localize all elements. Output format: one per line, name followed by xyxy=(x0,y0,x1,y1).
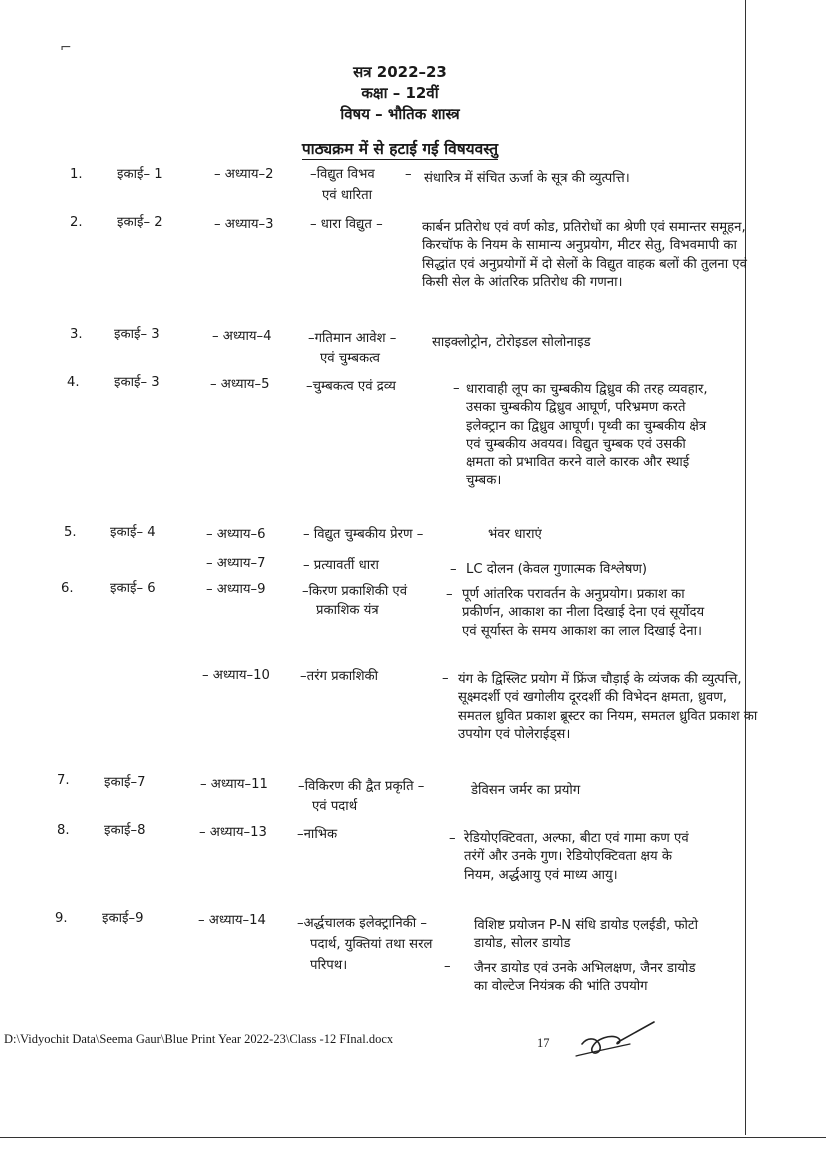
unit-label: इकाई– 4 xyxy=(110,525,156,540)
desc-dash: – xyxy=(450,562,457,577)
row-number: 6. xyxy=(61,581,74,596)
removed-content: भंवर धाराएं xyxy=(488,527,542,542)
file-path: D:\Vidyochit Data\Seema Gaur\Blue Print Year 2022-23\Class -12 FInal.docx xyxy=(4,1032,394,1046)
removed-content: रेडियोएक्टिवता, अल्फा, बीटा एवं गामा कण एवं तरंगें और उनके गुण। रेडियोएक्टिवता क्षय के नियम, अर्द्धआयु एवं माध्य आयु। xyxy=(464,831,689,883)
chapter-label: – अध्याय–14 xyxy=(198,913,266,928)
removed-content: पूर्ण आंतरिक परावर्तन के अनुप्रयोग। प्रकाश का प्रकीर्णन, आकाश का नीला दिखाई देना एवं सूर्योदय एवं सूर्यास्त के समय आकाश का लाल दिखाई देना। xyxy=(462,587,705,639)
removed-content: जैनर डायोड एवं उनके अभिलक्षण, जैनर डायोड का वोल्टेज नियंत्रक की भांति उपयोग xyxy=(474,961,696,995)
topic-label-cont: एवं चुम्बकत्व xyxy=(320,351,380,366)
removed-content: संधारित्र में संचित ऊर्जा के सूत्र की व्युत्पत्ति। xyxy=(424,171,630,186)
removed-content: डेविसन जर्मर का प्रयोग xyxy=(471,783,581,798)
removed-content: कार्बन प्रतिरोध एवं वर्ण कोड, प्रतिरोधों का श्रेणी एवं समान्तर समूहन, किरचॉफ के नियम के सामान्य अनुप्रयोग, मीटर सेतु, विभवमापी का सिद्धांत एवं अनुप्रयोगों में दो सेलों के विद्युत वाहक बलों की तुलना एवं किसी सेल के आंतरिक प्रतिरोध की गणना। xyxy=(422,220,747,290)
removed-content: धारावाही लूप का चुम्बकीय द्विध्रुव की तरह व्यवहार, उसका चुम्बकीय द्विध्रुव आघूर्ण, परिभ्रमण करते इलेक्ट्रान का द्विध्रुव आघूर्ण। पृथ्वी का चुम्बकीय क्षेत्र एवं चुम्बकीय अवयव। विद्युत चुम्बक एवं उसकी क्षमता को प्रभावित करने वाले कारक और स्थाई चुम्बक। xyxy=(466,382,708,489)
row-number: 7. xyxy=(57,773,70,788)
chapter-label: – अध्याय–4 xyxy=(212,329,272,344)
page-number: 17 xyxy=(537,1036,550,1050)
topic-label: – विद्युत चुम्बकीय प्रेरण – xyxy=(303,527,424,542)
unit-label: इकाई– 6 xyxy=(110,581,156,596)
unit-label: इकाई–8 xyxy=(104,823,146,838)
desc-dash: – xyxy=(405,167,412,182)
signature-image xyxy=(572,1014,662,1062)
scan-mark: ⌐ xyxy=(60,40,72,56)
session-heading: सत्र 2022–23 xyxy=(353,63,447,81)
class-heading: कक्षा – 12वीं xyxy=(361,84,439,102)
chapter-label: – अध्याय–11 xyxy=(200,777,268,792)
row-number: 3. xyxy=(70,327,83,342)
removed-content: साइक्लोट्रोन, टोरोइडल सोलोनाइड xyxy=(432,335,591,350)
topic-label: –विद्युत विभव xyxy=(310,167,375,182)
page-title: पाठ्यक्रम में से हटाई गई विषयवस्तु xyxy=(301,140,499,158)
topic-label-cont: एवं पदार्थ xyxy=(312,799,358,814)
unit-label: इकाई– 3 xyxy=(114,327,160,342)
subject-heading: विषय – भौतिक शास्त्र xyxy=(340,105,460,123)
chapter-label: – अध्याय–6 xyxy=(206,527,266,542)
topic-label: – प्रत्यावर्ती धारा xyxy=(303,558,379,573)
desc-dash: – xyxy=(446,587,453,602)
topic-label: –नाभिक xyxy=(297,827,338,842)
topic-label: –गतिमान आवेश – xyxy=(308,331,397,346)
row-number: 2. xyxy=(70,215,83,230)
unit-label: इकाई–7 xyxy=(104,775,146,790)
unit-label: इकाई– 2 xyxy=(117,215,163,230)
desc-dash: – xyxy=(453,381,460,396)
desc-dash: – xyxy=(444,959,451,974)
chapter-label: – अध्याय–13 xyxy=(199,825,267,840)
page-border-bottom xyxy=(0,1137,826,1138)
topic-label: –चुम्बकत्व एवं द्रव्य xyxy=(306,379,396,394)
chapter-label: – अध्याय–9 xyxy=(206,582,266,597)
desc-dash: – xyxy=(442,671,449,686)
topic-label: –किरण प्रकाशिकी एवं xyxy=(302,584,408,599)
topic-label: –तरंग प्रकाशिकी xyxy=(300,669,379,684)
topic-label-cont: पदार्थ, युक्तियां तथा सरल xyxy=(310,937,433,952)
chapter-label: – अध्याय–5 xyxy=(210,377,270,392)
page-border-right xyxy=(745,0,746,1135)
chapter-label: – अध्याय–7 xyxy=(206,556,266,571)
unit-label: इकाई– 3 xyxy=(114,375,160,390)
row-number: 9. xyxy=(55,911,68,926)
topic-label: – धारा विद्युत – xyxy=(310,217,383,232)
topic-label-cont: प्रकाशिक यंत्र xyxy=(316,603,379,618)
row-number: 1. xyxy=(70,167,83,182)
topic-label: –विकिरण की द्वैत प्रकृति – xyxy=(298,779,425,794)
removed-content: LC दोलन (केवल गुणात्मक विश्लेषण) xyxy=(466,562,648,577)
removed-content: यंग के द्विस्लिट प्रयोग में फ्रिंज चौड़ाई के व्यंजक की व्युत्पत्ति, सूक्ष्मदर्शी एवं खगोलीय दूरदर्शी की विभेदन क्षमता, ध्रुवण, समतल ध्रुवित प्रकाश ब्रूस्टर का नियम, समतल ध्रुवित प्रकाश का उपयोग एवं पोलेराईड्स। xyxy=(458,672,758,742)
row-number: 4. xyxy=(67,375,80,390)
chapter-label: – अध्याय–10 xyxy=(202,668,270,683)
row-number: 8. xyxy=(57,823,70,838)
unit-label: इकाई– 1 xyxy=(117,167,163,182)
topic-label: –अर्द्धचालक इलेक्ट्रानिकी – xyxy=(297,916,427,931)
desc-dash: – xyxy=(449,831,456,846)
removed-content: विशिष्ट प्रयोजन P-N संधि डायोड एलईडी, फोटो डायोड, सोलर डायोड xyxy=(474,918,698,952)
row-number: 5. xyxy=(64,525,77,540)
chapter-label: – अध्याय–2 xyxy=(214,167,274,182)
unit-label: इकाई–9 xyxy=(102,911,144,926)
topic-label-cont: परिपथ। xyxy=(310,958,348,973)
chapter-label: – अध्याय–3 xyxy=(214,217,274,232)
topic-label-cont: एवं धारिता xyxy=(322,188,373,203)
